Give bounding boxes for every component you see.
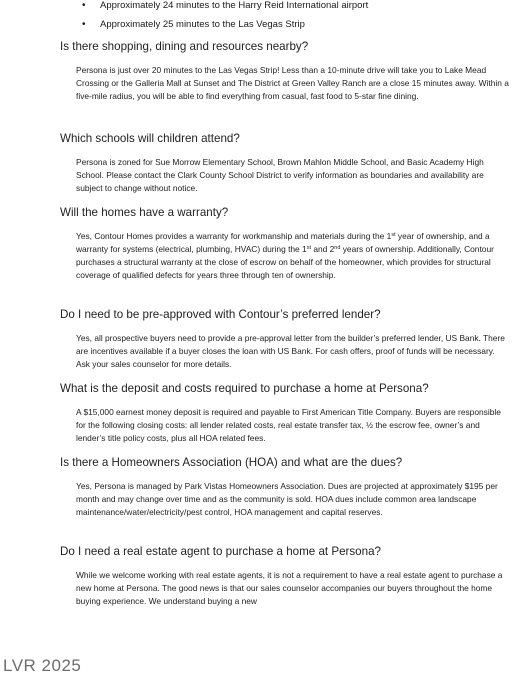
faq-lender bbox=[60, 308, 510, 371]
faq-hoa bbox=[60, 456, 510, 519]
faq-answer: While we welcome working with real estate agents, it is not a requirement to have a real estate agent to purchase a new home at Persona. The good news is that our sales counselor accompanies our buyers throughout the home buying experience. We understand buying a new bbox=[76, 570, 503, 606]
faq-warranty bbox=[60, 206, 510, 282]
watermark: LVR 2025 bbox=[3, 656, 82, 675]
superscript: st bbox=[391, 232, 396, 238]
faq-question: Do I need a real estate agent to purchase a home at Persona? bbox=[60, 545, 381, 558]
superscript: nd bbox=[334, 245, 341, 251]
faq-question: Is there shopping, dining and resources nearby? bbox=[60, 40, 309, 53]
answer-text: years of ownership. Additionally, Contour purchases a structural warranty at the close of escrow on behalf of the homeowner, which provides for structural coverage of qualified defects for years three through ten of ownership. bbox=[76, 244, 494, 280]
faq-question: Will the homes have a warranty? bbox=[60, 206, 229, 219]
faq-answer: Persona is zoned for Sue Morrow Elementary School, Brown Mahlon Middle School, and Basic Academy High School. Please contact the Clark County School District to verify information as boundaries and availability are subject to change without notice. bbox=[76, 157, 484, 193]
superscript: st bbox=[306, 245, 311, 251]
answer-text: Yes, Contour Homes provides a warranty for workmanship and materials during the 1 bbox=[76, 231, 392, 241]
faq-agent bbox=[60, 545, 510, 608]
faq-answer bbox=[76, 230, 510, 282]
faq-question: Which schools will children attend? bbox=[60, 132, 240, 145]
list-item: • Approximately 25 minutes to the Las Vegas Strip bbox=[82, 15, 368, 34]
faq-answer: Yes, all prospective buyers need to provide a pre-approval letter from the builder’s preferred lender, US Bank. There are incentives available if a buyer closes the loan with US Bank. For cash offers, proof of funds will be necessary. Ask your sales counselor for more details. bbox=[76, 333, 505, 369]
faq-answer: Persona is just over 20 minutes to the Las Vegas Strip! Less than a 10-minute drive will take you to Lake Mead Crossing or the Galleria Mall at Sunset and The District at Green Valley Ranch are a close 15 minutes away. Within a five-mile radius, you will be able to find everything from casual, fast food to 5-star fine dining. bbox=[76, 65, 509, 101]
answer-text: year of ownership, and a warranty for systems (electrical, plumbing, HVAC) during the 1 bbox=[76, 231, 490, 254]
faq-answer: A $15,000 earnest money deposit is required and payable to First American Title Company. Buyers are responsible for the following closing costs: all lender related costs, real estate transfer tax, ½ the escrow fee, owner’s and lender’s title policy costs, plus all HOA related fees. bbox=[76, 407, 501, 443]
faq-deposit bbox=[60, 382, 510, 445]
faq-answer: Yes, Persona is managed by Park Vistas Homeowners Association. Dues are projected at approximately $195 per month and may change over time and as the community is sold. HOA dues include common area landscape maintenance/water/electricity/pest control, HOA management and capital reserves. bbox=[76, 481, 498, 517]
faq-question: Do I need to be pre-approved with Contour’s preferred lender? bbox=[60, 308, 381, 321]
list-item: • Approximately 24 minutes to the Harry Reid International airport bbox=[82, 0, 368, 15]
answer-text: and 2 bbox=[311, 244, 335, 254]
faq-shopping bbox=[60, 40, 510, 103]
faq-schools bbox=[60, 132, 510, 195]
faq-question: Is there a Homeowners Association (HOA) and what are the dues? bbox=[60, 456, 403, 469]
travel-time-list bbox=[82, 0, 368, 34]
faq-question: What is the deposit and costs required to purchase a home at Persona? bbox=[60, 382, 429, 395]
